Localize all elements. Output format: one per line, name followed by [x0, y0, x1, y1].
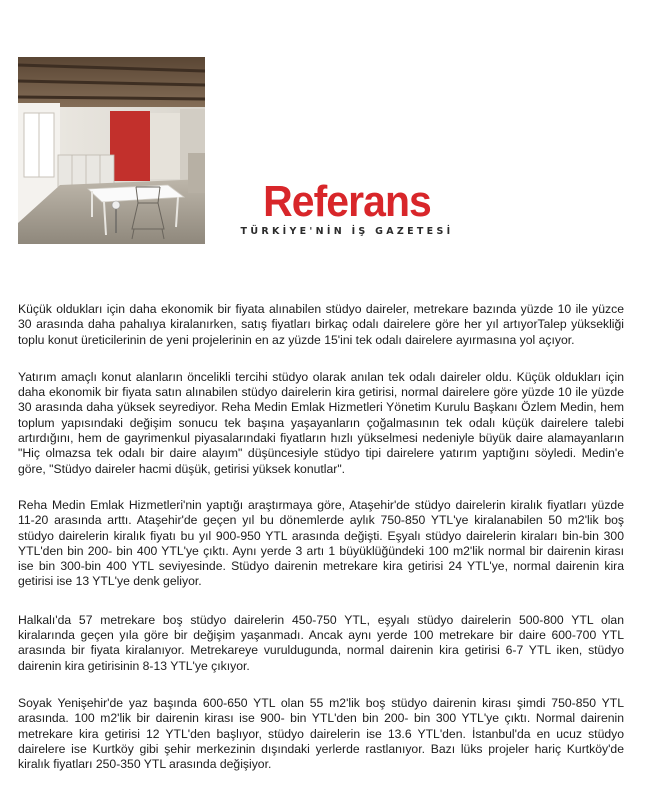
- article-body: [18, 302, 624, 793]
- article-paragraph: Halkalı'da 57 metrekare boş stüdyo dairelerin 450-750 YTL, eşyalı stüdyo dairelerin 500-800 YTL olan kiralarında geçen yıla göre bir değişim yaşanmadı. Ancak aynı yerde 100 metrekare bir daire 600-700 YTL arasında bir fiyata kiralanıyor. Metrekareye vuruldugunda, normal dairenin kira getirisi 6-7 YTL iken, stüdyo dairenin kira getirisinin 8-13 YTL'ye çıkıyor.: [18, 612, 624, 673]
- newspaper-masthead: [236, 177, 458, 237]
- article-paragraph: Küçük oldukları için daha ekonomik bir fiyata alınabilen stüdyo daireler, metrekare bazında yüzde 10 ile yüzce 30 arasında daha pahalıya kiralanırken, satış fiyatları birkaç odalı dairelere göre her yıl artıyorTalep yüksekliği toplu konut üreticilerinin de yeni projelerinin en az yüzde 15'ini tek odalı dairelere ayırmasına yol açıyor.: [18, 302, 624, 347]
- article-paragraph: Yatırım amaçlı konut alanların öncelikli tercihi stüdyo olarak anılan tek odalı daireler oldu. Küçük oldukları için daha ekonomik bir fiyata satın alınabilen stüdyo dairelerin kira getirisi, normal dairelere göre yüzde 10 ile yüzde 30 arasında daha yüksek seyrediyor. Reha Medin Emlak Hizmetleri Yönetim Kurulu Başkanı Özlem Medin, hem toplum yapısındaki değişim sonucu tek başına yaşayanların çoğalmasının tek odalı küçük dairelere talebi artırdığını, hem de gayrimenkul piyasalarındaki fiyatların hızlı yükselmesi nedeniyle büyük daire alamayanların "Hiç olmazsa tek odalı bir daire alayım" düşüncesiyle stüdyo tipi dairelere yatırım yaptığını söyledi. Medin'e göre, "Stüdyo daireler hacmi düşük, getirisi yüksek konutlar".: [18, 369, 624, 476]
- apartment-interior-illustration: [18, 57, 205, 244]
- newspaper-logo: Referans: [263, 177, 431, 226]
- article-paragraph: Reha Medin Emlak Hizmetleri'nin yaptığı araştırmaya göre, Ataşehir'de stüdyo dairelerin kiralık fiyatları yüzde 11-20 arasında arttı. Ataşehir'de geçen yıl bu dönemlerde aylık 750-850 YTL'ye kiralanabilen 50 m2'lik boş stüdyo dairelerin kiralık fiyatı bu yıl 900-950 YTL arasında değişti. Eşyalı stüdyo dairelerin kiraları bin-bin 300 YTL'den bin 200- bin 400 YTL'ye çıktı. Aynı yerde 3 artı 1 büyüklüğündeki 100 m2'lik normal bir dairenin kirası ise bin 300-bin 400 YTL seviyesinde. Stüdyo dairenin metrekare kira getirisi 24 YTL'ye, normal dairenin kira getirisi ise 13 YTL'ye denk geliyor.: [18, 497, 624, 589]
- apartment-interior-photo: [18, 57, 205, 244]
- article-paragraph: Soyak Yenişehir'de yaz başında 600-650 YTL olan 55 m2'lik boş stüdyo dairenin kirası şimdi 750-850 YTL arasında. 100 m2'lik bir dairenin kirası ise 900- bin YTL'den bin 200- bin 300 YTL'ye çıktı. Normal dairenin metrekare kira getirisi 12 YTL'den başlıyor, stüdyo dairelerin ise 13.6 YTL'den. İstanbul'da en ucuz stüdyo dairelere ise Kurtköy gibi şehir merkezinin dışındaki yerlerde rastlanıyor. Bazı lüks projeler hariç Kurtköy'de kiralık fiyatları 250-350 YTL arasında değişiyor.: [18, 695, 624, 772]
- newspaper-tagline: TÜRKİYE'NİN İŞ GAZETESİ: [240, 226, 454, 237]
